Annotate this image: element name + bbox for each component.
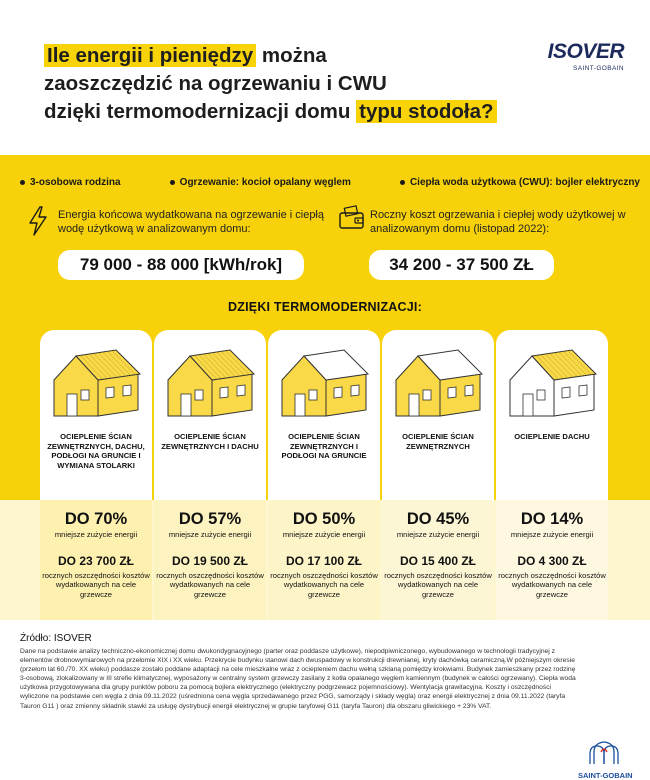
card-savings-area [268, 500, 380, 620]
cost-value: 34 200 - 37 500 ZŁ [369, 250, 554, 280]
energy-description: Energia końcowa wydatkowana na ogrzewanie i ciepłą wodę użytkową w analizowanym domu: [58, 209, 324, 235]
card-savings-caption: rocznych oszczędności kosztów wydatkowanych na cele grzewcze [270, 571, 378, 599]
card-savings-amount: DO 19 500 ZŁ [171, 554, 249, 568]
header [0, 0, 650, 150]
barn-house-icon [504, 344, 600, 424]
card-percent: DO 70% [64, 510, 128, 528]
lightning-icon [28, 206, 48, 236]
energy-value: 79 000 - 88 000 [kWh/rok] [58, 250, 304, 280]
card-savings-area [496, 500, 608, 620]
card-house-area [154, 330, 266, 500]
card-percent-caption: mniejsze zużycie energii [168, 530, 252, 539]
card-savings-caption: rocznych oszczędności kosztów wydatkowanych na cele grzewcze [498, 571, 606, 599]
savings-card-1 [40, 330, 152, 620]
card-percent: DO 57% [178, 510, 242, 528]
logo-sub: SAINT-GOBAIN [572, 65, 624, 72]
card-label: OCIEPLENIE ŚCIAN ZEWNĘTRZNYCH I DACHU [161, 432, 259, 451]
wallet-icon [338, 204, 366, 232]
savings-card-3 [268, 330, 380, 620]
card-label: OCIEPLENIE DACHU [514, 432, 590, 441]
card-savings-area [40, 500, 152, 620]
card-label: OCIEPLENIE ŚCIAN ZEWNĘTRZNYCH, DACHU, PODŁOGI NA GRUNCIE I WYMIANA STOLARKI [47, 432, 145, 470]
section-title: DZIĘKI TERMOMODERNIZACJI: [228, 300, 422, 314]
card-percent: DO 50% [292, 510, 356, 528]
title-highlight-1: Ile energii i pieniędzy [44, 44, 256, 67]
card-label: OCIEPLENIE ŚCIAN ZEWNĘTRZNYCH [402, 432, 474, 451]
savings-card-4 [382, 330, 494, 620]
card-savings-caption: rocznych oszczędności kosztów wydatkowanych na cele grzewcze [156, 571, 264, 599]
card-house-area [268, 330, 380, 500]
facts-row [20, 177, 640, 188]
card-savings-caption: rocznych oszczędności kosztów wydatkowanych na cele grzewcze [42, 571, 150, 599]
title-line1-rest: można [256, 44, 327, 67]
card-house-area [382, 330, 494, 500]
card-house-area [496, 330, 608, 500]
card-percent-caption: mniejsze zużycie energii [510, 530, 594, 539]
title-line2: zaoszczędzić na ogrzewaniu i CWU [44, 72, 387, 95]
card-percent-caption: mniejsze zużycie energii [396, 530, 480, 539]
title-line3-rest: dzięki termomodernizacji domu [44, 100, 357, 123]
barn-house-icon [48, 344, 144, 424]
fact-heating: Ogrzewanie: kocioł opalany węglem [170, 177, 351, 188]
barn-house-icon [276, 344, 372, 424]
card-savings-amount: DO 17 100 ZŁ [285, 554, 363, 568]
card-savings-area [382, 500, 494, 620]
source-label: Źródło: ISOVER [20, 633, 92, 644]
page-title [44, 42, 564, 126]
card-percent-caption: mniejsze zużycie energii [282, 530, 366, 539]
savings-card-5 [496, 330, 608, 620]
savings-card-2 [154, 330, 266, 620]
card-savings-area [154, 500, 266, 620]
card-savings-amount: DO 23 700 ZŁ [57, 554, 135, 568]
fact-hot-water: Ciepła woda użytkowa (CWU): bojler elektryczny [400, 177, 640, 188]
fact-family: 3-osobowa rodzina [20, 177, 121, 188]
saint-gobain-arch-icon [584, 738, 624, 764]
barn-house-icon [390, 344, 486, 424]
card-savings-caption: rocznych oszczędności kosztów wydatkowanych na cele grzewcze [384, 571, 492, 599]
saint-gobain-text: SAINT-GOBAIN [578, 771, 633, 780]
bullet-icon [170, 180, 175, 185]
card-savings-amount: DO 4 300 ZŁ [517, 554, 587, 568]
logo-main: ISOVER [547, 40, 624, 63]
card-percent: DO 45% [406, 510, 470, 528]
methodology-notes: Dane na podstawie analizy techniczno-ekonomicznej domu dwukondygnacyjnego (parter oraz poddasze użytkowe), niepodpiwniczonego, wybudowanego w technologii tradycyjnej z elementów drobnowymiarowych na przełomie XIX i XX wieku. Przekrycie budynku stanowi dach dwuspadowy w konstrukcji drewnianej, kryty dachówką ceramiczną.W późniejszym okresie (przełom lat 60./70. XX wieku) poddasze zostało poddane adaptacji na cele mieszkalne wraz z ociepleniem dachu wełną szklaną pomiędzy krokwiami. Budynek zamieszkany przez rodzinę 3-osobową, zlokalizowany w III strefie klimatycznej, wyposażony w centralny system grzewczy zasilany z kotła opalanego węglem kamiennym (budynek w całości ogrzewany). Ciepła woda użytkowa przygotowywana dla grupy punktów poboru za pomocą bojlera elektrycznego (elektryczny podgrzewacz pojemnościowy). Wentylacja grawitacyjna. Koszty i oszczędności wyliczone na podstawie cen węgla z dnia 09.11.2022 (uśredniona cena węgla sprzedawanego przez PGG, samorządy i składy węgla) oraz energii elektrycznej z dnia 09.11.2022 (taryfa Tauron G11 ) oraz zmienny składnik stawki za usługę dystrybucji energii elektrycznej w grupie taryfowej G11 (taryfa Tauron) dla obszaru gliwickiego + 23% VAT. [20, 648, 576, 710]
cost-description: Roczny koszt ogrzewania i ciepłej wody użytkowej w analizowanym domu (listopad 2022): [370, 209, 626, 235]
card-label: OCIEPLENIE ŚCIAN ZEWNĘTRZNYCH I PODŁOGI NA GRUNCIE [281, 432, 367, 461]
title-highlight-2: typu stodoła? [356, 100, 496, 123]
card-percent-caption: mniejsze zużycie energii [54, 530, 138, 539]
bullet-icon [20, 180, 25, 185]
barn-house-icon [162, 344, 258, 424]
card-percent: DO 14% [520, 510, 584, 528]
saint-gobain-logo [578, 738, 633, 780]
card-savings-amount: DO 15 400 ZŁ [399, 554, 477, 568]
bullet-icon [400, 180, 405, 185]
isover-logo [548, 40, 624, 72]
card-house-area [40, 330, 152, 500]
